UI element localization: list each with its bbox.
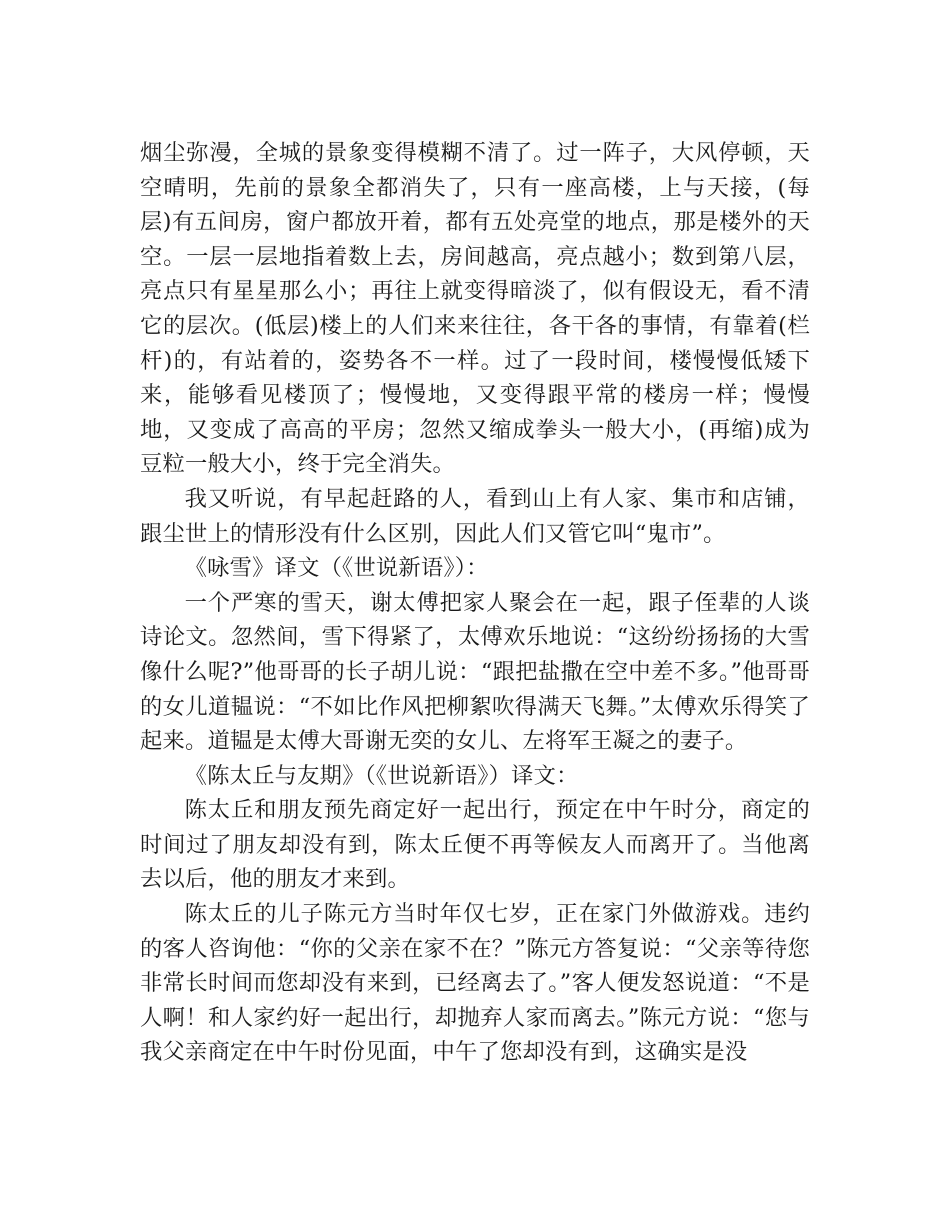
paragraph-ghost-market: 我又听说，有早起赶路的人，看到山上有人家、集市和店铺，跟尘世上的情形没有什么区别，因此人们又管它叫“鬼市”。 [140, 485, 810, 547]
heading-chen-taiqiu-translation: 《陈太丘与友期》（《世说新语》）译文： [184, 762, 579, 789]
paragraph-chen-taiqiu-2: 陈太丘的儿子陈元方当时年仅七岁，正在家门外做游戏。违约的客人咨询他：“你的父亲在家不在？”陈元方答复说：“父亲等待您非常长时间而您却没有来到，已经离去了。”客人便发怒说道：“不是人啊！和人家约好一起出行，却抛弃人家而离去。”陈元方说：“您与我父亲商定在中午时份见面，中午了您却没有到，这确实是没 [140, 901, 810, 1066]
document-page [140, 136, 810, 1070]
paragraph-chen-taiqiu-1: 陈太丘和朋友预先商定好一起出行，预定在中午时分，商定的时间过了朋友却没有到，陈太丘便不再等候友人而离开了。当他离去以后，他的朋友才来到。 [140, 797, 810, 893]
paragraph-mirage-description: 烟尘弥漫，全城的景象变得模糊不清了。过一阵子，大风停顿，天空晴明，先前的景象全都消失了，只有一座高楼，上与天接，(每层)有五间房，窗户都放开着，都有五处亮堂的地点，那是楼外的天空。一层一层地指着数上去，房间越高，亮点越小；数到第八层，亮点只有星星那么小；再往上就变得暗淡了，似有假设无，看不清它的层次。(低层)楼上的人们来来往往，各干各的事情，有靠着(栏杆)的，有站着的，姿势各不一样。过了一段时间，楼慢慢低矮下来，能够看见楼顶了；慢慢地，又变得跟平常的楼房一样；慢慢地，又变成了高高的平房；忽然又缩成拳头一般大小，(再缩)成为豆粒一般大小，终于完全消失。 [140, 140, 810, 478]
heading-yong-xue-translation: 《咏雪》译文（《世说新语》）： [184, 555, 489, 582]
paragraph-yong-xue: 一个严寒的雪天，谢太傅把家人聚会在一起，跟子侄辈的人谈诗论文。忽然间，雪下得紧了，太傅欢乐地说：“这纷纷扬扬的大雪像什么呢?”他哥哥的长子胡儿说：“跟把盐撒在空中差不多。”他哥哥的女儿道韫说：“不如比作风把柳絮吹得满天飞舞。”太傅欢乐得笑了起来。道韫是太傅大哥谢无奕的女儿、左将军王凝之的妻子。 [140, 589, 810, 755]
